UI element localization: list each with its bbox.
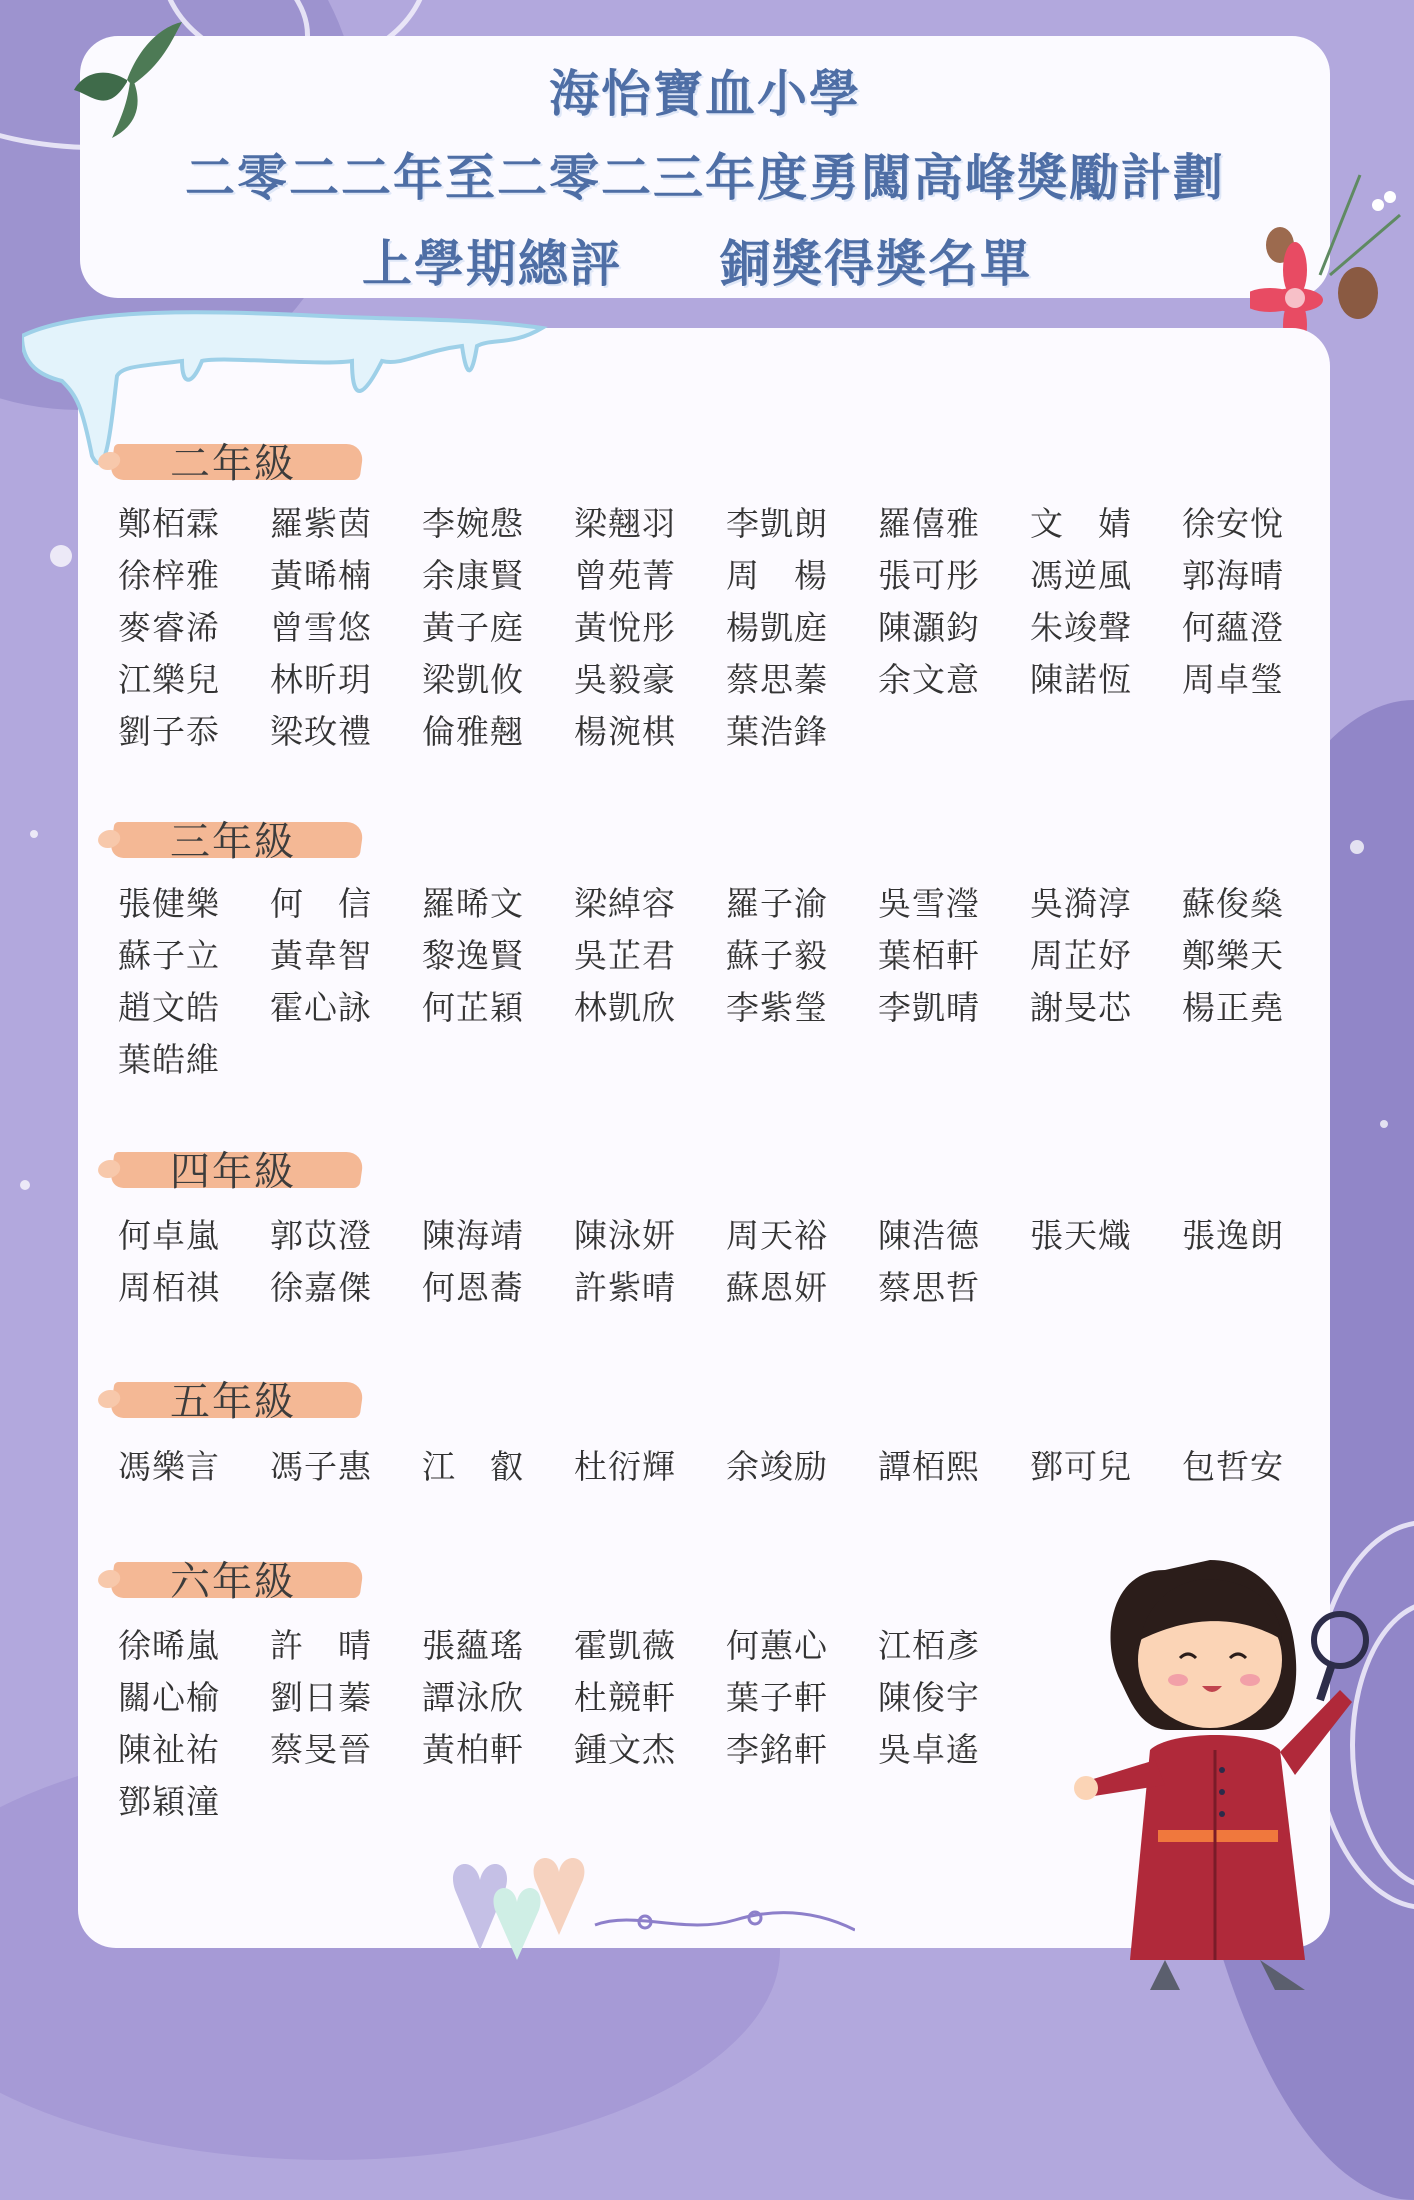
student-name: 羅晞文 bbox=[422, 884, 524, 923]
grade-label: 五年級 bbox=[170, 1379, 296, 1425]
student-name: 何 信 bbox=[270, 884, 372, 923]
student-name: 霍凱薇 bbox=[574, 1626, 676, 1665]
student-name: 朱竣聲 bbox=[1030, 608, 1132, 647]
student-name: 江栢彥 bbox=[878, 1626, 980, 1665]
student-name: 吳卓遙 bbox=[878, 1730, 980, 1769]
student-name: 何蘊澄 bbox=[1182, 608, 1284, 647]
student-name: 張天熾 bbox=[1030, 1216, 1132, 1255]
grade-6-header bbox=[112, 1550, 364, 1606]
student-name: 郭苡澄 bbox=[270, 1216, 372, 1255]
student-name: 黃悅彤 bbox=[574, 608, 676, 647]
student-name: 葉子軒 bbox=[726, 1678, 828, 1717]
grade-label: 二年級 bbox=[170, 441, 296, 487]
student-name: 李婉慇 bbox=[422, 504, 524, 543]
student-name: 江 叡 bbox=[422, 1447, 524, 1486]
grade-3-header bbox=[112, 810, 364, 866]
student-name: 徐安悅 bbox=[1182, 504, 1284, 543]
student-name: 鄧可兒 bbox=[1030, 1447, 1132, 1486]
student-name: 吳漪淳 bbox=[1030, 884, 1132, 923]
holly-icon bbox=[72, 20, 192, 140]
student-name: 何芷穎 bbox=[422, 988, 524, 1027]
grade-2-header bbox=[112, 432, 364, 488]
grade-4-header bbox=[112, 1140, 364, 1196]
student-name: 周 楊 bbox=[726, 556, 828, 595]
poinsettia-icon bbox=[1250, 165, 1410, 355]
student-name: 譚泳欣 bbox=[422, 1678, 524, 1717]
student-name: 周卓瑩 bbox=[1182, 660, 1284, 699]
student-name: 周芷妤 bbox=[1030, 936, 1132, 975]
hearts-icon bbox=[435, 1850, 855, 1970]
snowflake bbox=[1350, 840, 1364, 854]
snowflake bbox=[20, 1180, 30, 1190]
student-name: 蘇子毅 bbox=[726, 936, 828, 975]
student-name: 黃子庭 bbox=[422, 608, 524, 647]
student-name: 倫雅翹 bbox=[422, 712, 524, 751]
grade-label: 三年級 bbox=[170, 819, 296, 865]
student-name: 曾苑菁 bbox=[574, 556, 676, 595]
student-name: 陳海靖 bbox=[422, 1216, 524, 1255]
student-name: 陳灝鈞 bbox=[878, 608, 980, 647]
student-name: 蔡思蓁 bbox=[726, 660, 828, 699]
grade-3-names bbox=[118, 883, 1298, 1081]
student-name: 黃柏軒 bbox=[422, 1730, 524, 1769]
snowflake bbox=[30, 830, 38, 838]
grade-label: 六年級 bbox=[170, 1559, 296, 1605]
student-name: 羅僖雅 bbox=[878, 504, 980, 543]
student-name: 蘇俊燊 bbox=[1182, 884, 1284, 923]
student-name: 林凱欣 bbox=[574, 988, 676, 1027]
student-name: 杜競軒 bbox=[574, 1678, 676, 1717]
student-name: 梁翹羽 bbox=[574, 504, 676, 543]
student-name: 鄭栢霖 bbox=[118, 504, 220, 543]
student-name: 余文意 bbox=[878, 660, 980, 699]
student-name: 黃韋智 bbox=[270, 936, 372, 975]
student-name: 黃晞楠 bbox=[270, 556, 372, 595]
student-name: 李紫瑩 bbox=[726, 988, 828, 1027]
student-name: 梁玫禮 bbox=[270, 712, 372, 751]
student-name: 何蕙心 bbox=[726, 1626, 828, 1665]
grade-5-names bbox=[118, 1446, 1298, 1488]
student-name: 羅紫茵 bbox=[270, 504, 372, 543]
student-name: 余康賢 bbox=[422, 556, 524, 595]
student-name: 李凱晴 bbox=[878, 988, 980, 1027]
grade-5-header bbox=[112, 1370, 364, 1426]
student-name: 何恩蕎 bbox=[422, 1268, 524, 1307]
grade-label: 四年級 bbox=[170, 1149, 296, 1195]
school-name: 海怡寶血小學 bbox=[549, 65, 861, 123]
student-name: 張蘊瑤 bbox=[422, 1626, 524, 1665]
student-name: 徐梓雅 bbox=[118, 556, 220, 595]
student-name: 梁凱攸 bbox=[422, 660, 524, 699]
girl-illustration bbox=[1070, 1530, 1390, 1990]
student-name: 江樂兒 bbox=[118, 660, 220, 699]
student-name: 吳芷君 bbox=[574, 936, 676, 975]
student-name: 陳俊宇 bbox=[878, 1678, 980, 1717]
student-name: 陳諾恆 bbox=[1030, 660, 1132, 699]
student-name: 鍾文杰 bbox=[574, 1730, 676, 1769]
student-name: 杜衍輝 bbox=[574, 1447, 676, 1486]
student-name: 蔡旻晉 bbox=[270, 1730, 372, 1769]
student-name: 蘇子立 bbox=[118, 936, 220, 975]
student-name: 徐嘉傑 bbox=[270, 1268, 372, 1307]
student-name: 張可彤 bbox=[878, 556, 980, 595]
student-name: 吳毅豪 bbox=[574, 660, 676, 699]
student-name: 張健樂 bbox=[118, 884, 220, 923]
student-name: 許紫晴 bbox=[574, 1268, 676, 1307]
student-name: 葉浩鋒 bbox=[726, 712, 828, 751]
student-name: 麥睿浠 bbox=[118, 608, 220, 647]
award-title: 銅獎得獎名單 bbox=[720, 235, 1032, 293]
student-name: 文 婧 bbox=[1030, 504, 1132, 543]
snowflake bbox=[1380, 1120, 1388, 1128]
student-name: 郭海晴 bbox=[1182, 556, 1284, 595]
student-name: 謝旻芯 bbox=[1030, 988, 1132, 1027]
student-name: 徐晞嵐 bbox=[118, 1626, 220, 1665]
student-name: 陳泳妍 bbox=[574, 1216, 676, 1255]
student-name: 葉栢軒 bbox=[878, 936, 980, 975]
student-name: 梁綽容 bbox=[574, 884, 676, 923]
grade-4-names bbox=[118, 1215, 1298, 1309]
student-name: 楊涴棋 bbox=[574, 712, 676, 751]
student-name: 曾雪悠 bbox=[270, 608, 372, 647]
student-name: 陳祉祐 bbox=[118, 1730, 220, 1769]
student-name: 楊正堯 bbox=[1182, 988, 1284, 1027]
student-name: 許 晴 bbox=[270, 1626, 372, 1665]
grade-2-names bbox=[118, 503, 1298, 753]
student-name: 關心榆 bbox=[118, 1678, 220, 1717]
program-title: 二零二二年至二零二三年度勇闖高峰獎勵計劃 bbox=[185, 149, 1225, 207]
student-name: 劉子忝 bbox=[118, 712, 220, 751]
student-name: 馮樂言 bbox=[118, 1447, 220, 1486]
student-name: 周天裕 bbox=[726, 1216, 828, 1255]
student-name: 葉皓維 bbox=[118, 1040, 220, 1079]
snowflake bbox=[50, 545, 72, 567]
student-name: 林昕玥 bbox=[270, 660, 372, 699]
student-name: 黎逸賢 bbox=[422, 936, 524, 975]
student-name: 趙文皓 bbox=[118, 988, 220, 1027]
student-name: 李凱朗 bbox=[726, 504, 828, 543]
student-name: 霍心詠 bbox=[270, 988, 372, 1027]
student-name: 蔡思哲 bbox=[878, 1268, 980, 1307]
student-name: 何卓嵐 bbox=[118, 1216, 220, 1255]
student-name: 蘇恩妍 bbox=[726, 1268, 828, 1307]
student-name: 張逸朗 bbox=[1182, 1216, 1284, 1255]
student-name: 鄧穎潼 bbox=[118, 1782, 220, 1821]
header-card bbox=[80, 36, 1330, 298]
student-name: 吳雪瀅 bbox=[878, 884, 980, 923]
student-name: 馮逆風 bbox=[1030, 556, 1132, 595]
student-name: 譚栢熙 bbox=[878, 1447, 980, 1486]
student-name: 余竣励 bbox=[726, 1447, 828, 1486]
student-name: 鄭樂天 bbox=[1182, 936, 1284, 975]
term-title: 上學期總評 bbox=[362, 235, 622, 293]
student-name: 楊凱庭 bbox=[726, 608, 828, 647]
student-name: 包哲安 bbox=[1182, 1447, 1284, 1486]
student-name: 陳浩德 bbox=[878, 1216, 980, 1255]
student-name: 李銘軒 bbox=[726, 1730, 828, 1769]
student-name: 羅子渝 bbox=[726, 884, 828, 923]
student-name: 周栢祺 bbox=[118, 1268, 220, 1307]
student-name: 馮子惠 bbox=[270, 1447, 372, 1486]
student-name: 劉日蓁 bbox=[270, 1678, 372, 1717]
